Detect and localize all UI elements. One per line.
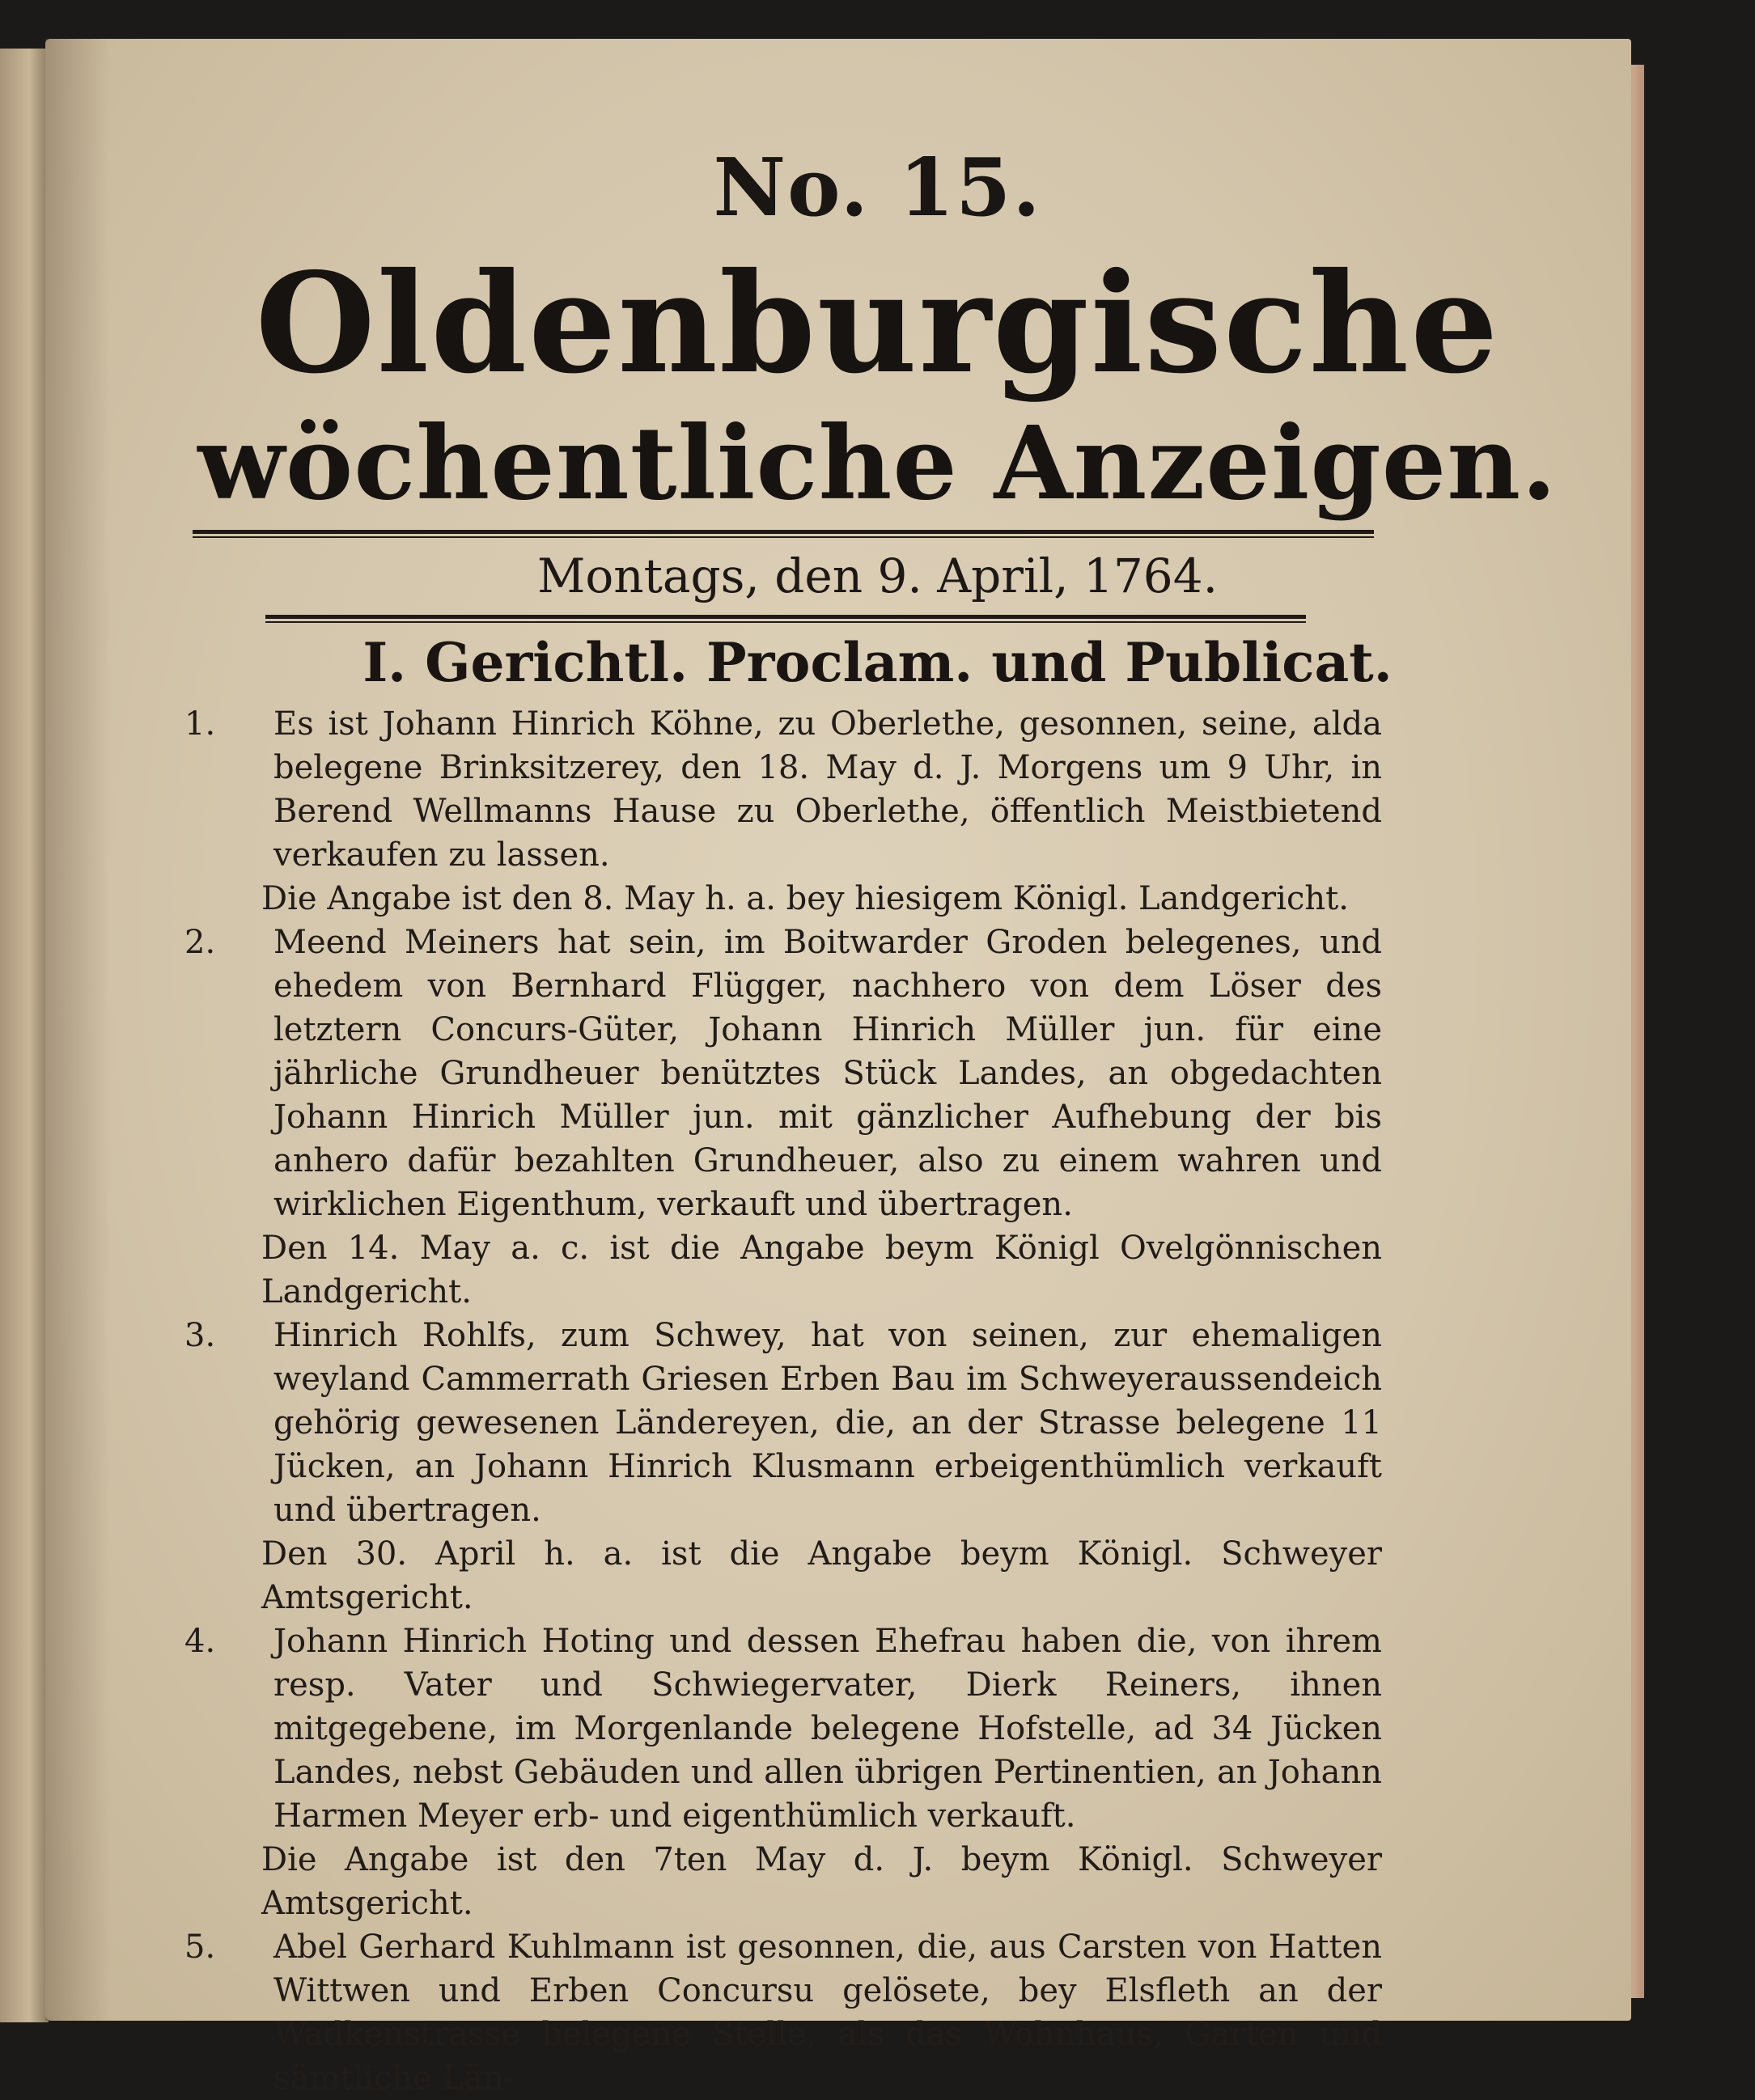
dateline: Montags, den 9. April, 1764.	[536, 548, 1219, 603]
entry-notice: Die Angabe ist den 8. May h. a. bey hiesigem Königl. Landgericht.	[261, 880, 1349, 917]
entry-text: Meend Meiners hat sein, im Boitwarder Groden belegenes, und ehedem von Bernhard Flügger, nachhero von dem Löser des letztern Concurs-Güter, Johann Hinrich Müller jun. für eine jährliche Grundheuer benütztes Stück Landes, an obgedachten Johann Hinrich Müller jun. mit gänzlicher Aufhebung der bis anhero dafür bezahlten Grundheuer, also zu einem wahren und wirklichen Eigenthum, verkauft und übertragen.	[273, 924, 1382, 1223]
masthead-title-line-1: Oldenburgische	[255, 243, 1500, 404]
entry-number: 1.	[184, 705, 216, 743]
entry-number: 2.	[184, 924, 216, 961]
issue-number: No. 15.	[713, 142, 1042, 235]
entry-text: Johann Hinrich Hoting und dessen Ehefrau haben die, von ihrem resp. Vater und Schwiegervater, Dierk Reiners, ihnen mitgegebene, im Morgenlande belegene Hofstelle, ad 34 Jücken Landes, nebst Gebäuden und allen übrigen Pertinentien, an Johann Harmen Meyer erb- und eigenthümlich verkauft.	[273, 1623, 1382, 1835]
entry-text: Hinrich Rohlfs, zum Schwey, hat von seinen, zur ehemaligen weyland Cammerrath Griesen Erben Bau im Schweyeraussendeich gehörig gewesenen Ländereyen, die, an der Strasse belegene 11 Jücken, an Johann Hinrich Klusmann erbeigenthümlich verkauft und übertragen.	[273, 1317, 1382, 1529]
entry-text: Es ist Johann Hinrich Köhne, zu Oberlethe, gesonnen, seine, alda belegene Brinksitzerey, den 18. May d. J. Morgens um 9 Uhr, in Berend Wellmanns Hause zu Oberlethe, öffentlich Meistbietend verkaufen zu lassen.	[273, 705, 1382, 874]
notice-entry-4	[184, 1619, 1382, 1838]
masthead-title-line-2: wöchentliche Anzeigen.	[197, 404, 1558, 523]
entry-text: Abel Gerhard Kuhlmann ist gesonnen, die, aus Carsten von Hatten Wittwen und Erben Concursu gelösete, bey Elsfleth an der Wadkenstrasse belegene Stelle, als das Wohnhaus, Garten und sämtliche Län-	[273, 1929, 1382, 2097]
entry-notice: Den 30. April h. a. ist die Angabe beym Königl. Schweyer Amtsgericht.	[261, 1535, 1382, 1616]
notice-entry-5	[184, 1925, 1382, 2100]
notice-entry-3	[184, 1314, 1382, 1532]
notice-entry-1	[184, 702, 1382, 877]
masthead-rule-top	[193, 530, 1374, 538]
entry-number: 5.	[184, 1929, 216, 1966]
notices-body	[184, 702, 1382, 2100]
entry-number: 3.	[184, 1317, 216, 1354]
entry-notice: Den 14. May a. c. ist die Angabe beym Königl Ovelgönnischen Landgericht.	[261, 1230, 1382, 1310]
masthead-rule-bottom	[265, 615, 1306, 623]
section-heading: I. Gerichtl. Proclam. und Publicat.	[362, 631, 1393, 694]
entry-notice: Die Angabe ist den 7ten May d. J. beym Königl. Schweyer Amtsgericht.	[261, 1841, 1382, 1922]
notice-entry-2	[184, 921, 1382, 1226]
entry-number: 4.	[184, 1623, 216, 1660]
